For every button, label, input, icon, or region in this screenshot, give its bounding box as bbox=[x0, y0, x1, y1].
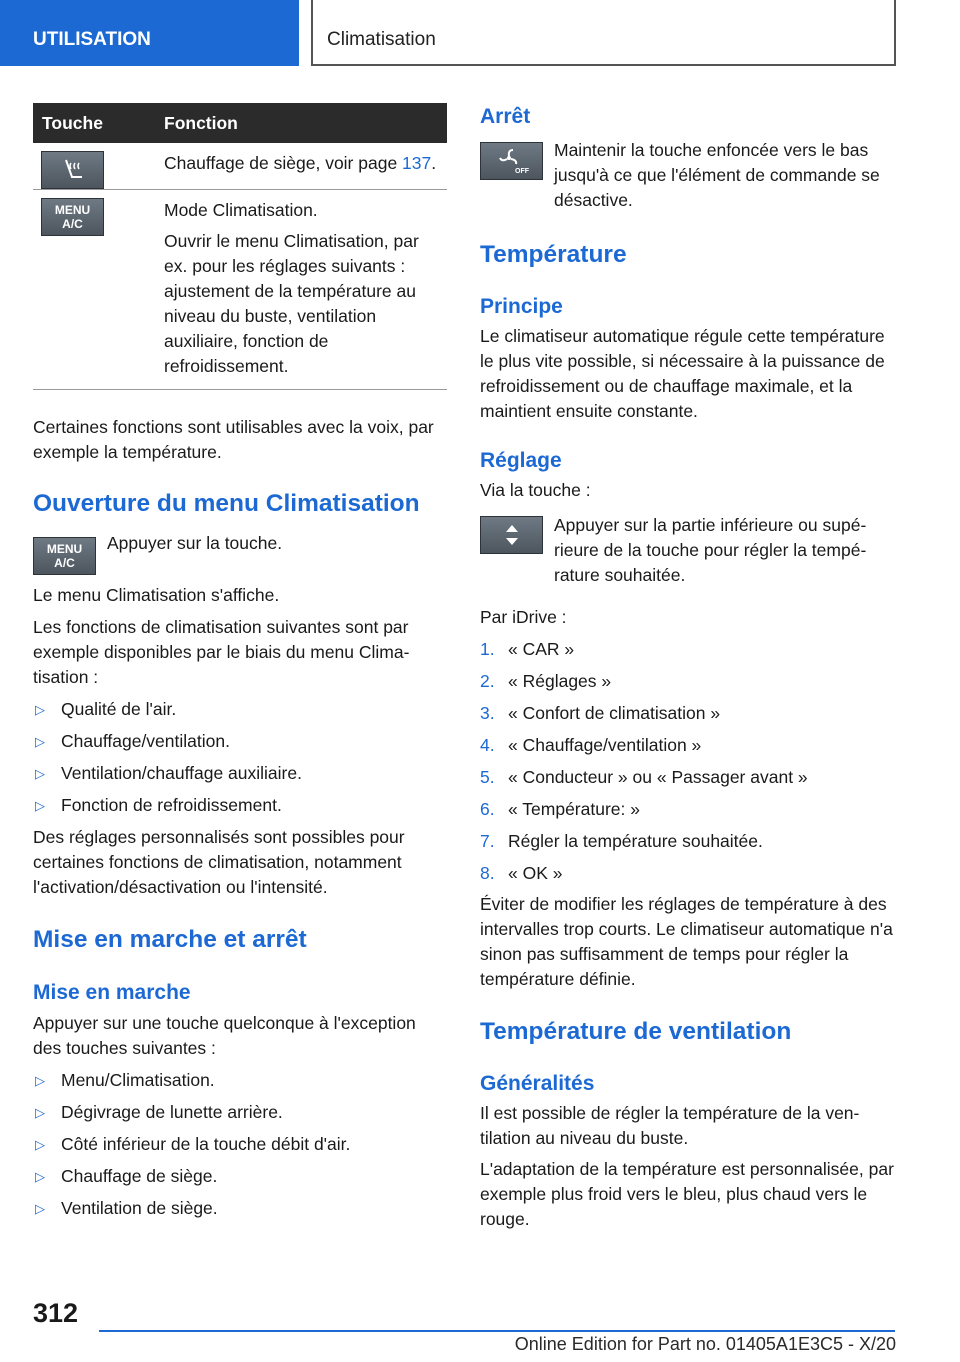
list-item: 3. « Confort de climatisation » bbox=[480, 703, 721, 723]
list-item: 7. Régler la température souhaitée. bbox=[480, 831, 763, 851]
heading-setting: Réglage bbox=[480, 449, 562, 472]
up-down-key-icon bbox=[480, 516, 543, 554]
triangle-bullet-icon: ▷ bbox=[35, 1169, 45, 1184]
table-row bbox=[33, 190, 447, 390]
table-header-row bbox=[33, 103, 447, 143]
page-number: 312 bbox=[33, 1298, 79, 1328]
list-item: ▷ Qualité de l'air. bbox=[33, 697, 447, 722]
heading-switch-on: Mise en marche bbox=[33, 981, 191, 1004]
triangle-bullet-icon: ▷ bbox=[35, 734, 45, 749]
list-item: ▷ Côté inférieur de la touche débit d'air. bbox=[33, 1132, 447, 1157]
list-item: 6. « Température: » bbox=[480, 799, 640, 819]
menu-functions-text: Les fonctions de climatisation suivantes sont par exemple disponibles par le biais du menu Climatisation : bbox=[33, 617, 410, 687]
chapter-title: Climatisation bbox=[327, 29, 436, 50]
table-row bbox=[33, 143, 447, 190]
table-header-function: Fonction bbox=[164, 112, 238, 133]
triangle-bullet-icon: ▷ bbox=[35, 766, 45, 781]
list-item: 2. « Réglages » bbox=[480, 671, 612, 691]
key-function-table bbox=[33, 103, 447, 390]
list-item: ▷ Ventilation de siège. bbox=[33, 1196, 447, 1221]
menu-shown-text: Le menu Climatisation s'affiche. bbox=[33, 585, 280, 605]
general-text-2: L'adaptation de la température est personnalisée, par exemple plus froid vers le bleu, plus chaud vers le rouge. bbox=[480, 1159, 894, 1229]
heading-temperature: Température bbox=[480, 241, 627, 268]
section-label: UTILISATION bbox=[33, 29, 151, 50]
heading-switch-off: Arrêt bbox=[480, 105, 531, 128]
voice-intro: Certaines fonctions sont utilisables avec la voix, par exemple la température. bbox=[33, 417, 434, 462]
exception-key-list bbox=[33, 1068, 447, 1221]
seat-heating-key-icon bbox=[41, 151, 104, 189]
temp-key-instruction: Appuyer sur la partie inférieure ou supérieure de la touche pour régler la température souhaitée. bbox=[480, 513, 898, 588]
heading-principle: Principe bbox=[480, 295, 563, 318]
switch-on-text: Appuyer sur une touche quelconque à l'exception des touches suivantes : bbox=[33, 1013, 416, 1058]
table-header-key: Touche bbox=[42, 112, 103, 133]
triangle-bullet-icon: ▷ bbox=[35, 1137, 45, 1152]
right-column bbox=[480, 103, 898, 1232]
list-item: ▷ Chauffage/ventilation. bbox=[33, 729, 447, 754]
heading-general: Généralités bbox=[480, 1072, 595, 1095]
triangle-bullet-icon: ▷ bbox=[35, 1201, 45, 1216]
heading-on-off: Mise en marche et arrêt bbox=[33, 926, 307, 953]
heading-vent-temperature: Température de ventilation bbox=[480, 1018, 792, 1045]
list-item: 1. « CAR » bbox=[480, 639, 575, 659]
list-item: ▷ Dégivrage de lunette arrière. bbox=[33, 1100, 447, 1125]
general-text-1: Il est possible de régler la température de la ventilation au niveau du buste. bbox=[480, 1103, 860, 1148]
via-idrive-text: Par iDrive : bbox=[480, 607, 567, 627]
footer-divider bbox=[99, 1330, 895, 1332]
ac-mode-title: Mode Climatisation. bbox=[164, 200, 318, 220]
avoid-text: Éviter de modifier les réglages de température à des intervalles trop courts. Le climatiseur automatique n'a sinon pas suffisamment de temps pour régler la température définie. bbox=[480, 894, 893, 989]
list-item: ▷ Fonction de refroidissement. bbox=[33, 793, 447, 818]
principle-text: Le climatiseur automatique régule cette température le plus vite possible, si nécessaire à la puissance de refroidissement ou de chauffage maximale, et la maintient ensuite constante. bbox=[480, 326, 885, 421]
menu-key-instruction: MENU A/C Appuyer sur la touche. bbox=[33, 531, 447, 571]
left-column bbox=[33, 103, 447, 1221]
triangle-bullet-icon: ▷ bbox=[35, 798, 45, 813]
triangle-bullet-icon: ▷ bbox=[35, 1073, 45, 1088]
menu-ac-key-icon: MENU A/C bbox=[33, 537, 96, 575]
ac-mode-description: Ouvrir le menu Climatisation, par ex. pour les réglages suivants : ajustement de la température au niveau du buste, ventilation auxiliaire, fonction de refroidissement. bbox=[164, 231, 419, 376]
triangle-bullet-icon: ▷ bbox=[35, 702, 45, 717]
chapter-title-box bbox=[311, 0, 896, 66]
menu-ac-key-icon: MENU A/C bbox=[41, 198, 104, 236]
seat-heating-text: Chauffage de siège, voir page 137. bbox=[164, 153, 437, 173]
off-text: Maintenir la touche enfoncée vers le bas jusqu'à ce que l'élément de commande se désactive. bbox=[554, 140, 880, 210]
section-tab bbox=[0, 0, 299, 66]
list-item: ▷ Menu/Climatisation. bbox=[33, 1068, 447, 1093]
list-item: 4. « Chauffage/ventilation » bbox=[480, 735, 702, 755]
idrive-steps bbox=[480, 637, 898, 886]
svg-text:OFF: OFF bbox=[514, 168, 529, 175]
triangle-bullet-icon: ▷ bbox=[35, 1105, 45, 1120]
list-item: 8. « OK » bbox=[480, 863, 563, 883]
off-key-instruction bbox=[480, 138, 898, 213]
menu-function-list bbox=[33, 697, 447, 818]
list-item: 5. « Conducteur » ou « Passager avant » bbox=[480, 767, 808, 787]
custom-settings-text: Des réglages personnalisés sont possibles pour certaines fonctions de climatisation, notamment l'activation/désactivation ou l'intensité. bbox=[33, 827, 405, 897]
page-reference-link[interactable]: 137 bbox=[402, 153, 432, 173]
list-item: ▷ Chauffage de siège. bbox=[33, 1164, 447, 1189]
list-item: ▷ Ventilation/chauffage auxiliaire. bbox=[33, 761, 447, 786]
heading-open-menu: Ouverture du menu Climatisation bbox=[33, 490, 420, 517]
fan-off-key-icon bbox=[480, 142, 543, 180]
footer-edition: Online Edition for Part no. 01405A1E3C5 - X/20 bbox=[514, 1334, 896, 1354]
via-key-text: Via la touche : bbox=[480, 480, 591, 500]
